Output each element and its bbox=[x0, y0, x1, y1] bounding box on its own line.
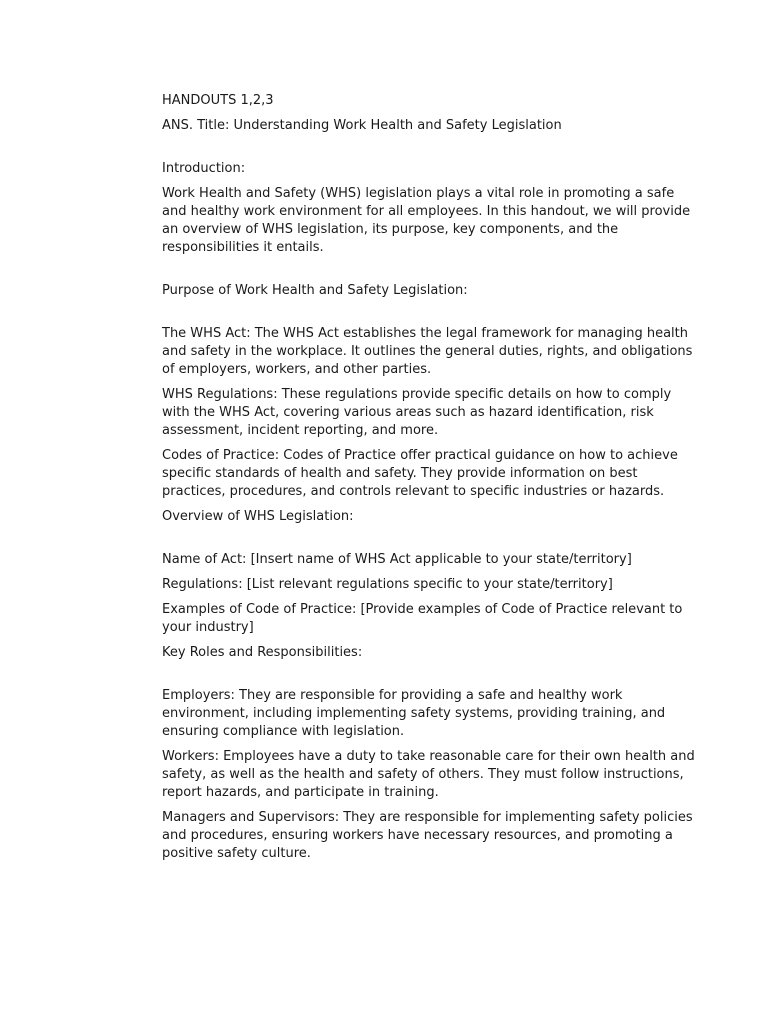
roles-item-workers: Workers: Employees have a duty to take reasonable care for their own health and safety, as well as the health and safety of others. They must follow instructions, report hazards, and participate in training. bbox=[162, 749, 695, 800]
roles-item-employers: Employers: They are responsible for providing a safe and healthy work environment, including implementing safety systems, providing training, and ensuring compliance with legislation. bbox=[162, 688, 666, 739]
overview-item-code-examples: Examples of Code of Practice: [Provide examples of Code of Practice relevant to your industry] bbox=[162, 602, 683, 635]
overview-item-regulations: Regulations: [List relevant regulations specific to your state/territory] bbox=[162, 577, 613, 592]
intro-paragraph: Work Health and Safety (WHS) legislation plays a vital role in promoting a safe and healthy work environment for all employees. In this handout, we will provide an overview of WHS legislation, its purpose, key components, and the responsibilities it entails. bbox=[162, 186, 691, 255]
overview-heading: Overview of WHS Legislation: bbox=[162, 509, 354, 524]
purpose-item-codes-of-practice: Codes of Practice: Codes of Practice offer practical guidance on how to achieve specific standards of health and safety. They provide information on best practices, procedures, and controls relevant to specific industries or hazards. bbox=[162, 448, 678, 499]
purpose-item-whs-regulations: WHS Regulations: These regulations provide specific details on how to comply with the WHS Act, covering various areas such as hazard identification, risk assessment, incident reporting, and more. bbox=[162, 387, 672, 438]
roles-item-managers: Managers and Supervisors: They are responsible for implementing safety policies and procedures, ensuring workers have necessary resources, and promoting a positive safety culture. bbox=[162, 810, 693, 861]
intro-heading: Introduction: bbox=[162, 161, 246, 176]
purpose-item-whs-act: The WHS Act: The WHS Act establishes the legal framework for managing health and safety in the workplace. It outlines the general duties, rights, and obligations of employers, workers, and other parties. bbox=[162, 326, 693, 377]
purpose-heading: Purpose of Work Health and Safety Legislation: bbox=[162, 283, 468, 298]
roles-heading: Key Roles and Responsibilities: bbox=[162, 645, 363, 660]
document-body bbox=[162, 92, 702, 870]
overview-item-name-of-act: Name of Act: [Insert name of WHS Act applicable to your state/territory] bbox=[162, 552, 632, 567]
title-line: ANS. Title: Understanding Work Health and Safety Legislation bbox=[162, 118, 562, 133]
handouts-header: HANDOUTS 1,2,3 bbox=[162, 93, 274, 108]
